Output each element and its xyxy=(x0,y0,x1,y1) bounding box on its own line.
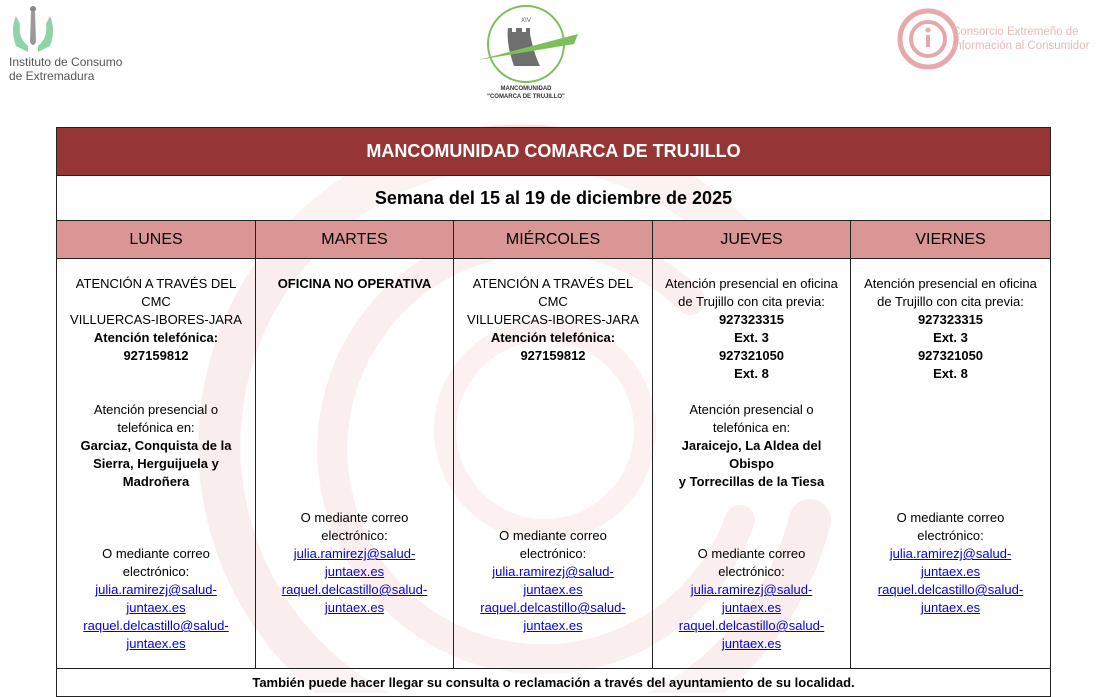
friday-line2: de Trujillo con cita previa: xyxy=(877,294,1024,309)
day-header-friday: VIERNES xyxy=(851,221,1051,259)
thursday-places-2: y Torrecillas de la Tiesa xyxy=(678,474,825,489)
logo-right-line1: Consorcio Extremeño de xyxy=(952,26,1079,38)
friday-line1: Atención presencial en oficina xyxy=(864,276,1037,291)
monday-email-intro-2: electrónico: xyxy=(122,564,190,579)
thursday-ext1: Ext. 3 xyxy=(734,330,769,345)
tuesday-email2-link[interactable] xyxy=(262,581,447,617)
consorcio-emblem-icon xyxy=(896,6,960,72)
friday-email-intro-1: O mediante correo xyxy=(896,510,1005,525)
wednesday-email1-line1: julia.ramirezj@salud- xyxy=(492,564,614,579)
monday-phone-label: Atención telefónica: xyxy=(93,330,219,345)
wednesday-phone-label: Atención telefónica: xyxy=(490,330,616,345)
tuesday-email1-link[interactable] xyxy=(262,545,447,581)
thursday-phone1: 927323315 xyxy=(718,312,785,327)
monday-email1-line1: julia.ramirezj@salud- xyxy=(95,582,217,597)
tuesday-cell xyxy=(256,259,454,669)
monday-cell xyxy=(57,259,256,669)
monday-line2: VILLUERCAS-IBORES-JARA xyxy=(70,312,242,327)
tuesday-email1-line2: juntaex.es xyxy=(324,564,385,579)
friday-email-intro-2: electrónico: xyxy=(917,528,984,543)
friday-phone1: 927323315 xyxy=(917,312,984,327)
wednesday-line1: ATENCIÓN A TRAVÉS DEL CMC xyxy=(472,276,634,309)
thursday-presencial-2: telefónica en: xyxy=(712,420,791,435)
week-row xyxy=(57,176,1051,221)
day-header-tuesday: MARTES xyxy=(256,221,454,259)
thursday-line2: de Trujillo con cita previa: xyxy=(678,294,825,309)
tuesday-line1: OFICINA NO OPERATIVA xyxy=(277,276,432,291)
wednesday-email1-line2: juntaex.es xyxy=(523,582,583,597)
day-header-wednesday: MIÉRCOLES xyxy=(454,221,653,259)
thursday-email2-line1: raquel.delcastillo@salud- xyxy=(678,618,825,633)
logo-left-line2: de Extremadura xyxy=(9,69,95,83)
logo-left-line1: Instituto de Consumo xyxy=(9,55,123,69)
day-header-monday: LUNES xyxy=(57,221,256,259)
thursday-places-1: Jaraicejo, La Aldea del Obispo xyxy=(681,438,822,471)
tuesday-email-intro-1: O mediante correo xyxy=(300,510,409,525)
monday-email-intro-1: O mediante correo xyxy=(102,546,210,561)
friday-email1-line2: juntaex.es xyxy=(920,564,981,579)
wednesday-email-intro-2: electrónico: xyxy=(519,546,587,561)
svg-text:XIV: XIV xyxy=(521,18,531,24)
tuesday-email1-line1: julia.ramirezj@salud- xyxy=(293,546,416,561)
thursday-phone2: 927321050 xyxy=(718,348,785,363)
friday-phone2: 927321050 xyxy=(917,348,984,363)
monday-email2-link[interactable] xyxy=(63,617,249,653)
thursday-email-intro-1: O mediante correo xyxy=(697,546,806,561)
monday-email2-line2: juntaex.es xyxy=(126,636,186,651)
friday-email2-link[interactable] xyxy=(857,581,1044,617)
wednesday-phone: 927159812 xyxy=(520,348,586,363)
friday-email1-line1: julia.ramirezj@salud- xyxy=(889,546,1012,561)
thursday-ext2: Ext. 8 xyxy=(734,366,769,381)
tuesday-email2-line1: raquel.delcastillo@salud- xyxy=(281,582,428,597)
table-title: MANCOMUNIDAD COMARCA DE TRUJILLO xyxy=(57,128,1051,176)
friday-email2-line1: raquel.delcastillo@salud- xyxy=(877,582,1024,597)
tuesday-email-intro-2: electrónico: xyxy=(321,528,388,543)
wednesday-email1-link[interactable] xyxy=(460,563,646,599)
week-heading: Semana del 15 al 19 de diciembre de 2025 xyxy=(57,176,1051,221)
thursday-email-intro-2: electrónico: xyxy=(718,564,785,579)
content-row xyxy=(57,259,1051,669)
consorcio-logo xyxy=(896,6,1098,76)
wednesday-cell xyxy=(454,259,653,669)
title-row xyxy=(57,128,1051,176)
monday-line1: ATENCIÓN A TRAVÉS DEL CMC xyxy=(75,276,237,309)
wednesday-line2: VILLUERCAS-IBORES-JARA xyxy=(467,312,639,327)
logo-center-line1: MANCOMUNIDAD xyxy=(500,86,552,92)
wednesday-email2-link[interactable] xyxy=(460,599,646,635)
mancomunidad-emblem-icon xyxy=(470,4,582,86)
monday-email1-link[interactable] xyxy=(63,581,249,617)
friday-ext1: Ext. 3 xyxy=(933,330,968,345)
monday-places-2: Sierra, Herguijuela y xyxy=(93,456,219,471)
day-header-row xyxy=(57,221,1051,259)
monday-places-1: Garciaz, Conquista de la xyxy=(80,438,232,453)
day-header-thursday: JUEVES xyxy=(653,221,851,259)
thursday-cell xyxy=(653,259,851,669)
monday-email2-line1: raquel.delcastillo@salud- xyxy=(83,618,229,633)
thursday-email2-link[interactable] xyxy=(659,617,844,653)
wednesday-email2-line2: juntaex.es xyxy=(523,618,583,633)
mancomunidad-logo xyxy=(470,4,582,104)
monday-presencial-1: Atención presencial o xyxy=(93,402,219,417)
thursday-email1-line1: julia.ramirezj@salud- xyxy=(690,582,813,597)
wednesday-email2-line1: raquel.delcastillo@salud- xyxy=(480,600,626,615)
monday-email1-line2: juntaex.es xyxy=(126,600,186,615)
friday-ext2: Ext. 8 xyxy=(933,366,968,381)
footer-row xyxy=(57,669,1051,697)
friday-email1-link[interactable] xyxy=(857,545,1044,581)
tuesday-email2-line2: juntaex.es xyxy=(324,600,385,615)
monday-phone: 927159812 xyxy=(123,348,189,363)
thursday-presencial-1: Atención presencial o xyxy=(689,402,814,417)
thursday-line1: Atención presencial en oficina xyxy=(665,276,838,291)
logo-center-line2: "COMARCA DE TRUJILLO" xyxy=(487,94,565,100)
instituto-consumo-emblem-icon xyxy=(8,2,58,54)
thursday-email2-line2: juntaex.es xyxy=(721,636,782,651)
schedule-table xyxy=(56,127,1051,697)
thursday-email1-link[interactable] xyxy=(659,581,844,617)
footer-note: También puede hacer llegar su consulta o reclamación a través del ayuntamiento de su localidad. xyxy=(57,669,1051,697)
logo-right-line2: Información al Consumidor xyxy=(952,40,1090,52)
friday-cell xyxy=(851,259,1051,669)
wednesday-email-intro-1: O mediante correo xyxy=(499,528,607,543)
thursday-email1-line2: juntaex.es xyxy=(721,600,782,615)
friday-email2-line2: juntaex.es xyxy=(920,600,981,615)
monday-places-3: Madroñera xyxy=(122,474,190,489)
monday-presencial-2: telefónica en: xyxy=(117,420,195,435)
instituto-consumo-logo xyxy=(8,2,138,82)
